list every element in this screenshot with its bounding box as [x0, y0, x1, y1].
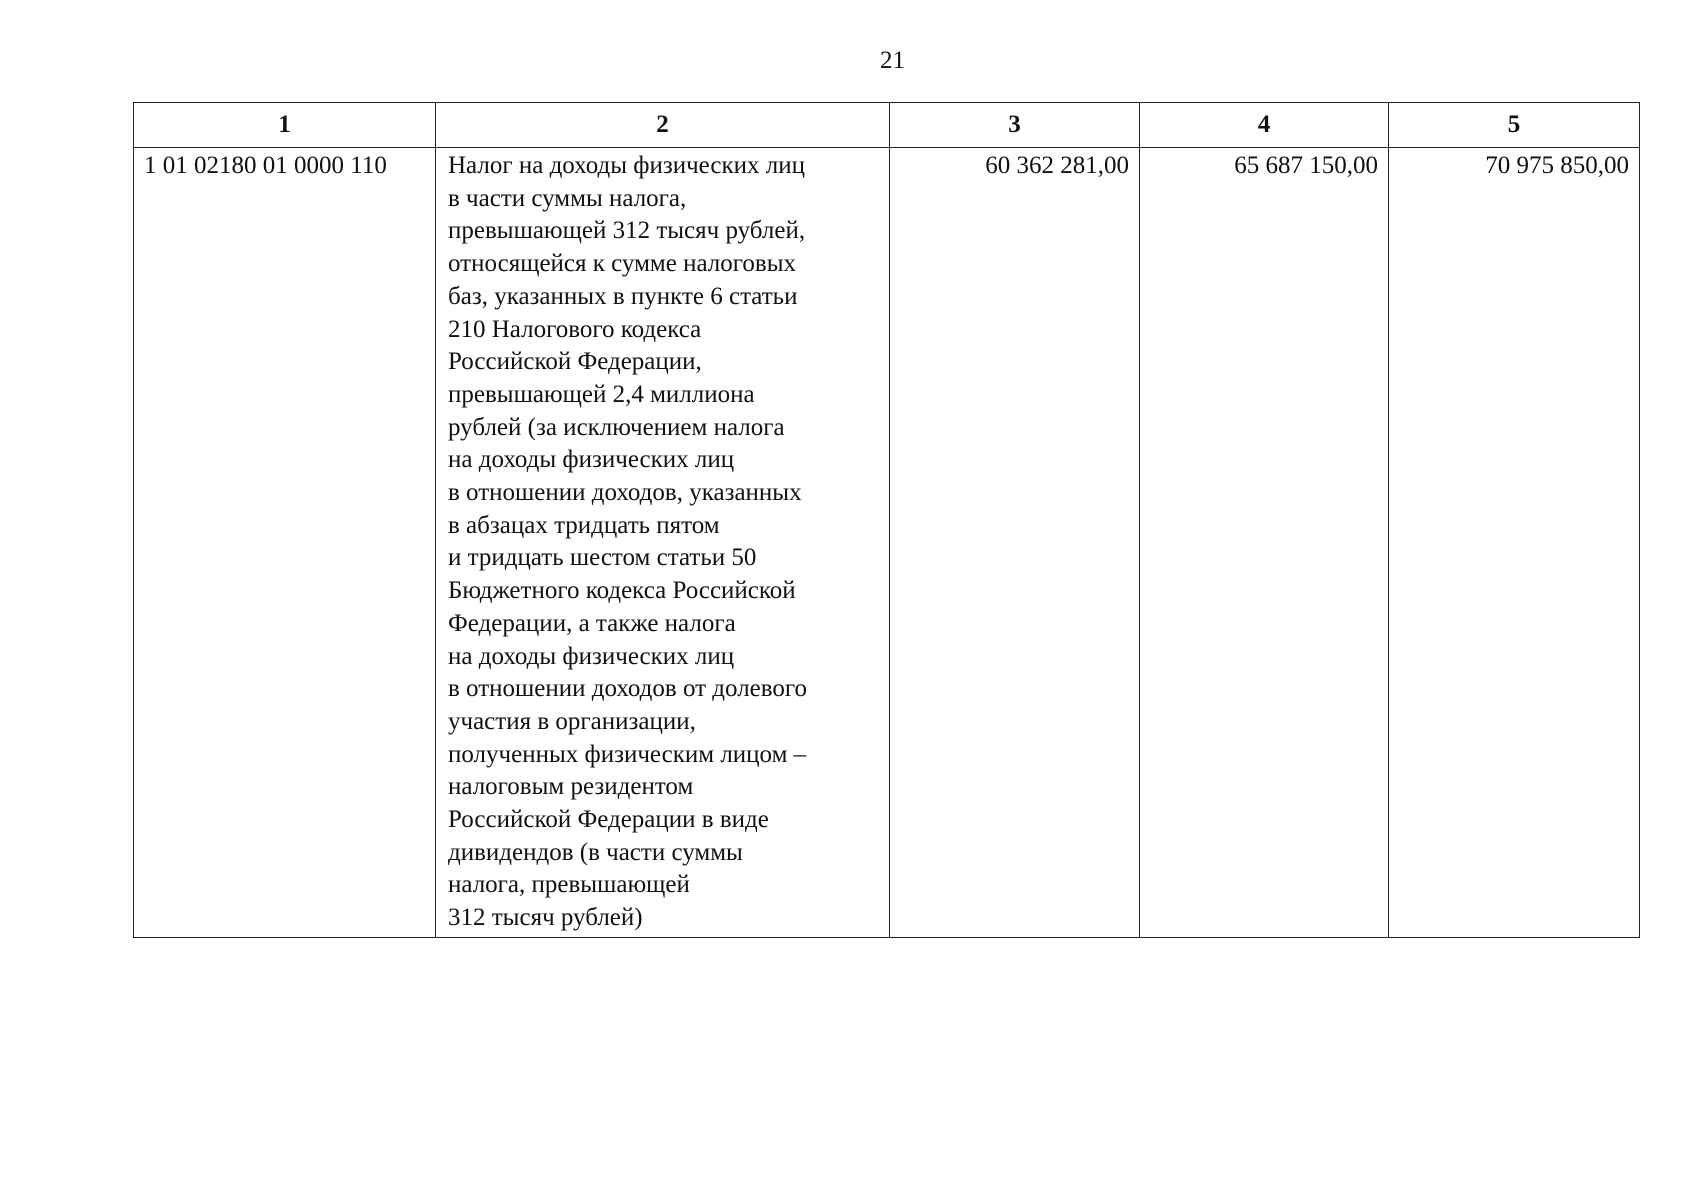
description-line: баз, указанных в пункте 6 статьи: [448, 282, 798, 310]
description-line: относящейся к сумме налоговых: [448, 250, 796, 278]
budget-table: [133, 102, 1640, 938]
description-line: Налог на доходы физических лиц: [448, 152, 805, 179]
description-line: превышающей 2,4 миллиона: [448, 380, 755, 408]
table-row: [134, 148, 1640, 938]
column-header-5: 5: [1389, 103, 1640, 148]
amount-column-3: 60 362 281,00: [890, 148, 1140, 938]
description-line: Российской Федерации,: [448, 348, 702, 376]
description-line: 312 тысяч рублей): [448, 904, 643, 932]
description-line: налоговым резидентом: [448, 773, 694, 801]
description-line: налога, превышающей: [448, 871, 690, 899]
description-line: Российской Федерации в виде: [448, 806, 769, 834]
column-header-3: 3: [890, 103, 1140, 148]
description-line: участия в организации,: [448, 707, 696, 735]
description-line: полученных физическим лицом –: [448, 740, 807, 768]
description-line: в отношении доходов от долевого: [448, 675, 808, 703]
description-line: Бюджетного кодекса Российской: [448, 577, 796, 605]
amount-column-5: 70 975 850,00: [1389, 148, 1640, 938]
page-number: 21: [880, 47, 905, 74]
column-header-1: 1: [134, 103, 436, 148]
column-header-4: 4: [1140, 103, 1389, 148]
budget-classification-code: 1 01 02180 01 0000 110: [134, 148, 436, 938]
amount-column-4: 65 687 150,00: [1140, 148, 1389, 938]
column-header-2: 2: [436, 103, 890, 148]
description-line: Федерации, а также налога: [448, 609, 736, 637]
description-line: в части суммы налога,: [448, 184, 687, 212]
description-line: и тридцать шестом статьи 50: [448, 544, 757, 572]
description-line: 210 Налогового кодекса: [448, 315, 702, 343]
header-row: [134, 103, 1640, 148]
table-header: [134, 103, 1640, 148]
description-line: рублей (за исключением налога: [448, 413, 785, 441]
description-line: на доходы физических лиц: [448, 642, 735, 670]
description-line: дивидендов (в части суммы: [448, 838, 743, 866]
description-line: превышающей 312 тысяч рублей,: [448, 217, 806, 245]
description-line: в абзацах тридцать пятом: [448, 511, 720, 539]
description-line: на доходы физических лиц: [448, 446, 735, 474]
table-body: [134, 148, 1640, 938]
revenue-description: [436, 148, 890, 938]
description-line: в отношении доходов, указанных: [448, 479, 802, 507]
